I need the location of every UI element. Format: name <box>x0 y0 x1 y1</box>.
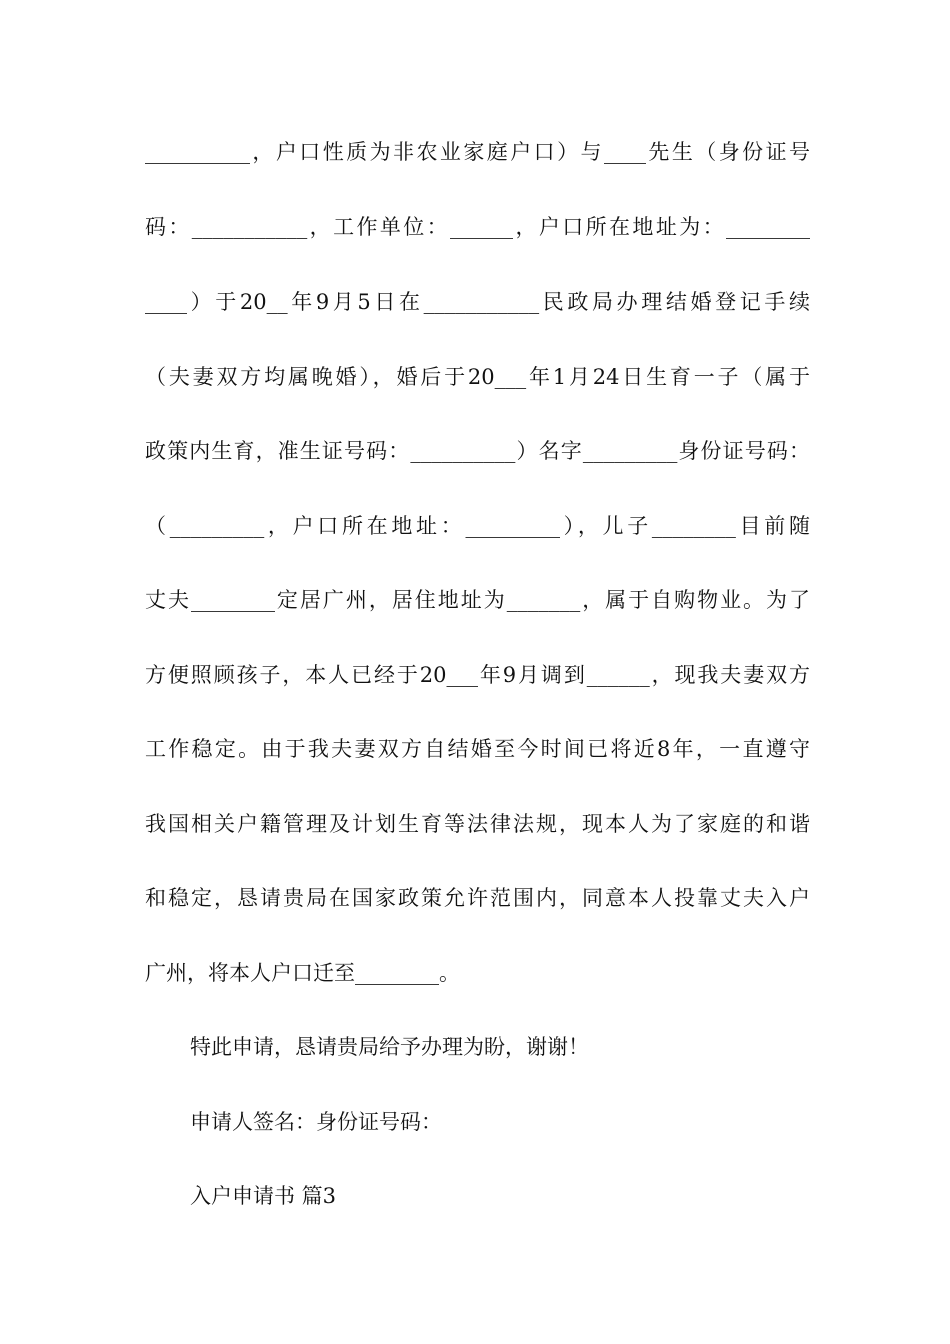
body-line-3: ____）于20__年9月5日在___________民政局办理结婚登记手续 <box>145 290 810 314</box>
closing-request: 特此申请，恳请贵局给予办理为盼，谢谢！ <box>190 1035 589 1059</box>
next-section-title: 入户申请书 篇3 <box>190 1184 337 1208</box>
body-line-7: 丈夫________定居广州，居住地址为_______，属于自购物业。为了 <box>145 588 810 612</box>
body-line-9: 工作稳定。由于我夫妻双方自结婚至今时间已将近8年，一直遵守 <box>145 737 810 761</box>
body-line-2: 码：___________，工作单位：______，户口所在地址为：________ <box>145 215 810 239</box>
body-line-5: 政策内生育，准生证号码：__________）名字_________身份证号码： <box>145 439 810 463</box>
body-line-12: 广州，将本人户口迁至________。 <box>145 961 460 985</box>
body-line-8: 方便照顾孩子，本人已经于20___年9月调到______，现我夫妻双方 <box>145 663 810 687</box>
body-line-10: 我国相关户籍管理及计划生育等法律法规，现本人为了家庭的和谐 <box>145 812 810 836</box>
body-line-1: __________，户口性质为非农业家庭户口）与____先生（身份证号 <box>145 140 810 164</box>
signature-line: 申请人签名：身份证号码： <box>190 1110 442 1134</box>
body-line-11: 和稳定，恳请贵局在国家政策允许范围内，同意本人投靠丈夫入户 <box>145 886 810 910</box>
body-line-6: （_________，户口所在地址：_________），儿子________目前随 <box>145 514 810 538</box>
body-line-4: （夫妻双方均属晚婚），婚后于20___年1月24日生育一子（属于 <box>145 365 810 389</box>
